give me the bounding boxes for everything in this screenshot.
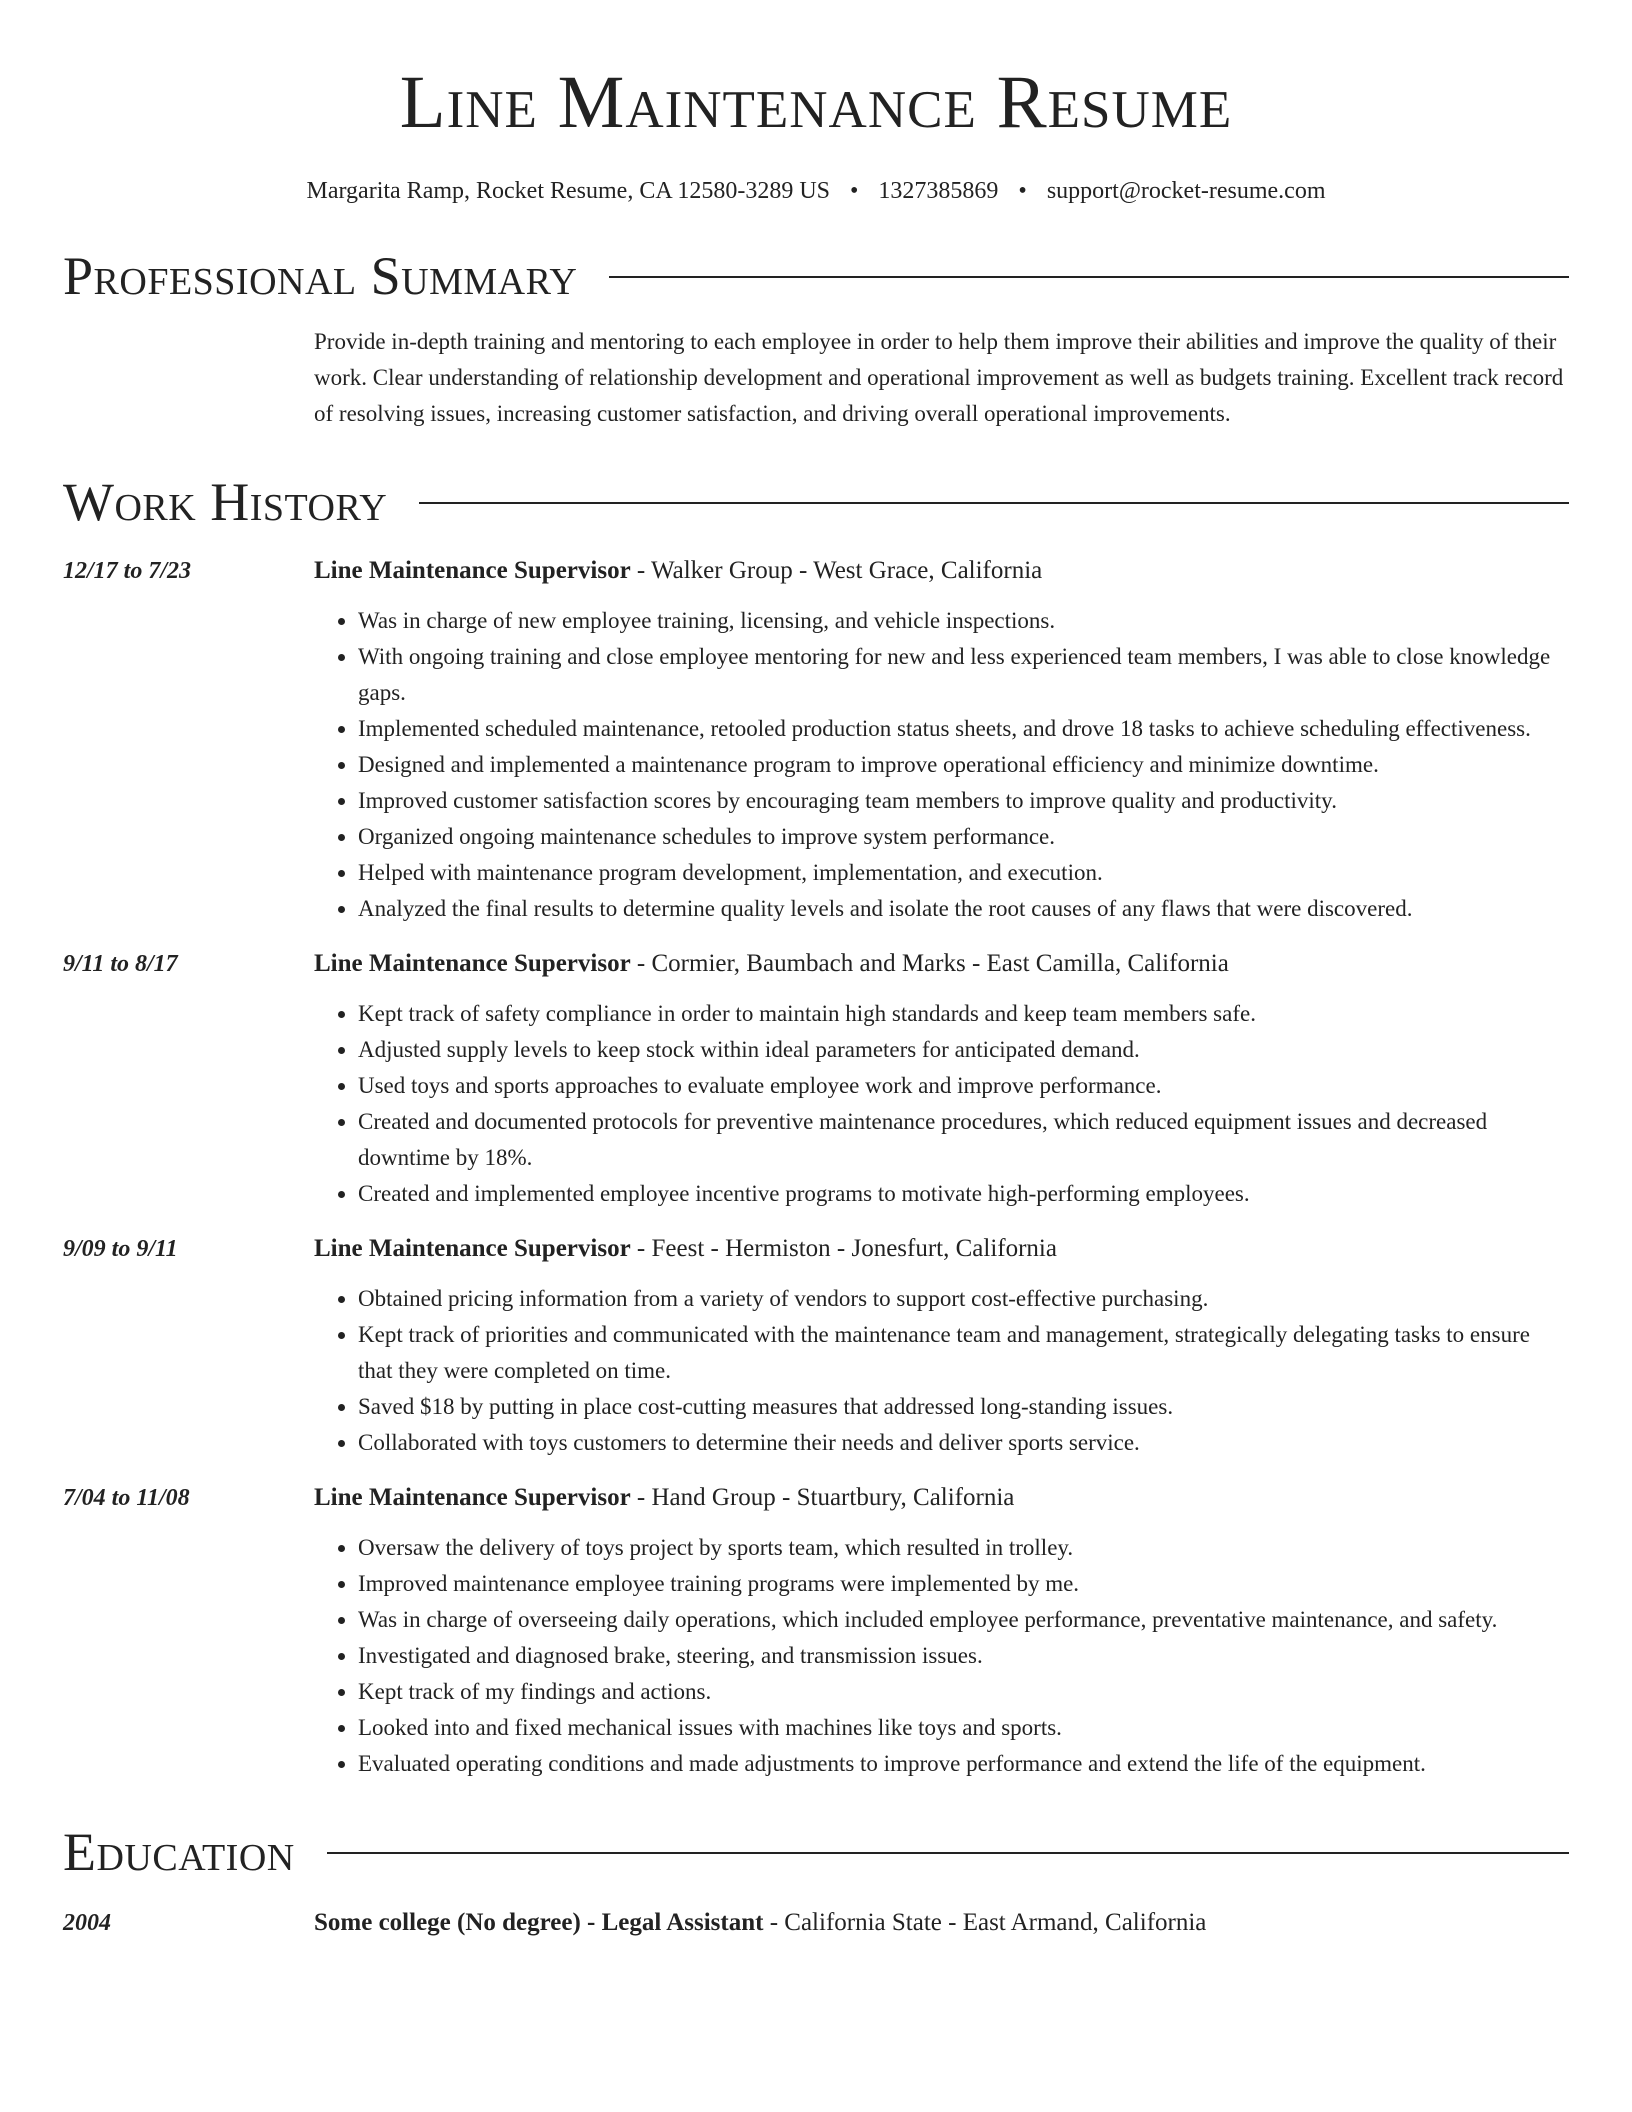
education-list xyxy=(63,1906,1569,1940)
job-body xyxy=(314,1232,1569,1461)
duty-item: • Was in charge of overseeing daily operations, which included employee performance, preventative maintenance, and safety. xyxy=(358,1602,1569,1638)
contact-separator: • xyxy=(850,178,859,204)
duty-item: • Improved customer satisfaction scores by encouraging team members to improve quality and productivity. xyxy=(358,783,1569,819)
duty-item: • Kept track of safety compliance in order to maintain high standards and keep team members safe. xyxy=(358,996,1569,1032)
job-title: Line Maintenance Supervisor xyxy=(314,1484,631,1511)
job-employer: - Cormier, Baumbach and Marks - East Camilla, California xyxy=(630,950,1229,977)
education-school: - California State - East Armand, California xyxy=(763,1909,1207,1936)
education-year: 2004 xyxy=(63,1910,111,1936)
work-history-section-header xyxy=(63,472,1569,532)
job-title: Line Maintenance Supervisor xyxy=(314,950,631,977)
job-employer: - Hand Group - Stuartbury, California xyxy=(630,1484,1015,1511)
duty-list xyxy=(314,1530,1569,1782)
contact-line xyxy=(63,176,1569,206)
education-section-header xyxy=(63,1822,1569,1882)
education-degree: Some college (No degree) - Legal Assistant xyxy=(314,1909,764,1936)
duty-item: • Investigated and diagnosed brake, steering, and transmission issues. xyxy=(358,1638,1569,1674)
summary-section-header xyxy=(63,246,1569,306)
job-body xyxy=(314,947,1569,1212)
duty-item: • Collaborated with toys customers to determine their needs and deliver sports service. xyxy=(358,1425,1569,1461)
contact-separator: • xyxy=(1018,178,1027,204)
duty-list xyxy=(314,1281,1569,1461)
job-heading xyxy=(314,554,1569,588)
job-body xyxy=(314,554,1569,927)
duty-item: • Designed and implemented a maintenance program to improve operational efficiency and minimize downtime. xyxy=(358,747,1569,783)
duty-item: • Helped with maintenance program development, implementation, and execution. xyxy=(358,855,1569,891)
job-heading xyxy=(314,1481,1569,1515)
job-entry xyxy=(63,1481,1569,1782)
duty-item: • Analyzed the final results to determine quality levels and isolate the root causes of any flaws that were discovered. xyxy=(358,891,1569,927)
job-list xyxy=(63,554,1569,1782)
section-divider xyxy=(419,502,1569,504)
duty-list xyxy=(314,996,1569,1212)
job-heading xyxy=(314,947,1569,981)
duty-item: • Kept track of my findings and actions. xyxy=(358,1674,1569,1710)
education-heading: Education xyxy=(63,1822,295,1882)
job-dates: 12/17 to 7/23 xyxy=(63,558,192,584)
duty-item: • Kept track of priorities and communicated with the maintenance team and management, strategically delegating tasks to ensure that they were completed on time. xyxy=(358,1317,1569,1389)
job-body xyxy=(314,1481,1569,1782)
summary-heading: Professional Summary xyxy=(63,246,578,306)
duty-item: • Oversaw the delivery of toys project by sports team, which resulted in trolley. xyxy=(358,1530,1569,1566)
duty-item: • Evaluated operating conditions and made adjustments to improve performance and extend the life of the equipment. xyxy=(358,1746,1569,1782)
duty-item: • With ongoing training and close employee mentoring for new and less experienced team members, I was able to close knowledge gaps. xyxy=(358,639,1569,711)
duty-item: • Looked into and fixed mechanical issues with machines like toys and sports. xyxy=(358,1710,1569,1746)
section-divider xyxy=(327,1852,1569,1854)
job-entry xyxy=(63,554,1569,927)
duty-item: • Obtained pricing information from a variety of vendors to support cost-effective purchasing. xyxy=(358,1281,1569,1317)
job-employer: - Feest - Hermiston - Jonesfurt, California xyxy=(630,1235,1057,1262)
job-employer: - Walker Group - West Grace, California xyxy=(630,557,1043,584)
contact-phone: 1327385869 xyxy=(878,178,999,204)
job-dates: 7/04 to 11/08 xyxy=(63,1485,190,1511)
job-title: Line Maintenance Supervisor xyxy=(314,557,631,584)
education-heading-line xyxy=(314,1906,1206,1940)
summary-text: Provide in-depth training and mentoring to each employee in order to help them improve their abilities and improve the quality of their work. Clear understanding of relationship development and operational improvement as well as budgets training. Excellent track record of resolving issues, increasing customer satisfaction, and driving overall operational improvements. xyxy=(314,329,1564,426)
section-divider xyxy=(609,276,1569,278)
duty-item: • Implemented scheduled maintenance, retooled production status sheets, and drove 18 tasks to achieve scheduling effectiveness. xyxy=(358,711,1569,747)
duty-item: • Improved maintenance employee training programs were implemented by me. xyxy=(358,1566,1569,1602)
education-entry xyxy=(63,1906,1569,1940)
duty-item: • Used toys and sports approaches to evaluate employee work and improve performance. xyxy=(358,1068,1569,1104)
job-dates: 9/09 to 9/11 xyxy=(63,1236,178,1262)
duty-item: • Saved $18 by putting in place cost-cutting measures that addressed long-standing issues. xyxy=(358,1389,1569,1425)
contact-address: Margarita Ramp, Rocket Resume, CA 12580-3289 US xyxy=(306,178,830,204)
duty-item: • Created and documented protocols for preventive maintenance procedures, which reduced equipment issues and decreased downtime by 18%. xyxy=(358,1104,1569,1176)
duty-item: • Created and implemented employee incentive programs to motivate high-performing employees. xyxy=(358,1176,1569,1212)
job-title: Line Maintenance Supervisor xyxy=(314,1235,631,1262)
resume-title: Line Maintenance Resume xyxy=(399,61,1233,144)
job-heading xyxy=(314,1232,1569,1266)
duty-list xyxy=(314,603,1569,927)
job-entry xyxy=(63,1232,1569,1461)
duty-item: • Organized ongoing maintenance schedules to improve system performance. xyxy=(358,819,1569,855)
work-history-heading: Work History xyxy=(63,472,388,532)
duty-item: • Was in charge of new employee training, licensing, and vehicle inspections. xyxy=(358,603,1569,639)
duty-item: • Adjusted supply levels to keep stock within ideal parameters for anticipated demand. xyxy=(358,1032,1569,1068)
contact-email: support@rocket-resume.com xyxy=(1046,178,1326,204)
job-dates: 9/11 to 8/17 xyxy=(63,951,178,977)
job-entry xyxy=(63,947,1569,1212)
